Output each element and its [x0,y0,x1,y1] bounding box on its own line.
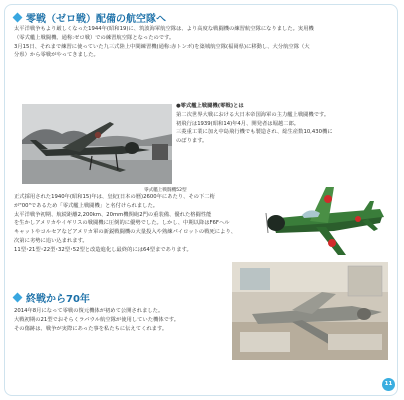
paragraph-line: 2014年8月になって零戦の復元機体が初めて公開されました。 [14,308,164,314]
body2-paragraph [14,193,236,255]
zero-info-heading: ●零式艦上戦闘機(零戦)とは [176,103,244,109]
paragraph-line: 第二次世界大戦における大日本帝国海軍の主力艦上戦闘機です。 [176,111,330,118]
paragraph-line: 三菱重工業に加え中島飛行機でも製造され、総生産数10,430機に [176,129,333,136]
paragraph-line: 太平洋戦争もより厳しくなった1944年(昭和19)に、筑波海軍航空隊は、より高度な戦闘機の練習航空隊になりました。実用機 [14,26,314,32]
paragraph-line: のぼります。 [176,138,208,145]
zero-fighter-illustration [262,183,390,259]
paragraph-line: 11型･21型･22型･32型･52型と改造進化し最終的には64型まであります。 [14,246,192,253]
diamond-bullet-icon [13,13,23,23]
diamond-bullet-icon [13,293,23,303]
paragraph-line: が"00"であるため「零式艦上戦闘機」と名付けられました。 [14,202,159,209]
page-number-badge: 11 [382,378,395,391]
paragraph-line: 大戦初期の21型でおそらくラバウル航空隊が使用していた機体です。 [14,316,180,323]
paragraph-line: 太平洋戦争初期、航続距離2,200km、20mm機関砲2門の重装備、優れた格闘性能 [14,211,212,218]
zero-info-block [176,102,333,146]
paragraph-line: （零式艦上戦闘機、通称:ゼロ戦）での練習航空隊となったのです。 [14,34,175,41]
paragraph-line: を生かしアメリカやイギリスの戦闘機に圧倒的に優勢でした。しかし、中期以降はF6Fヘル [14,220,230,227]
photo-caption: 零式艦上戦闘機52型 [144,188,187,193]
paragraph-line: その傷跡は、戦争が実際にあった事を私たちに伝えてくれます。 [14,325,168,332]
paragraph-line: キャットやコルセアなどアメリカ軍の新鋭戦闘機の大量投入や熟練パイロットの戦死により、 [14,229,236,236]
paragraph-line: 次第に劣勢に追い込まれます。 [14,237,88,244]
zero-fighter-photo [22,104,172,184]
section-title-zero-deployment [14,10,166,25]
section-title-text: 零戦（ゼロ戦）配備の航空隊へ [26,14,166,25]
paragraph-line: 3月15日、それまで練習に使っていた九三式陸上中間練習機(通称:赤トンボ)を築城航空隊(福岡県)に移動し、大分航空隊（大 [14,43,310,50]
paragraph-line: 正式採用された1940年(昭和15)年は、皇紀(日本の暦)2600年にあたり、その下二桁 [14,194,215,200]
section-title-text: 終戦から70年 [26,294,90,305]
section2-paragraph [14,307,179,333]
section1-paragraph [14,25,314,60]
section-title-70-years [14,290,90,305]
paragraph-line: 分県）から零戦がやってきました。 [14,52,99,59]
restored-zero-museum-photo [232,262,388,360]
paragraph-line: 初飛行は1939(昭和14)年4月、開発者は堀越二郎。 [176,120,300,127]
